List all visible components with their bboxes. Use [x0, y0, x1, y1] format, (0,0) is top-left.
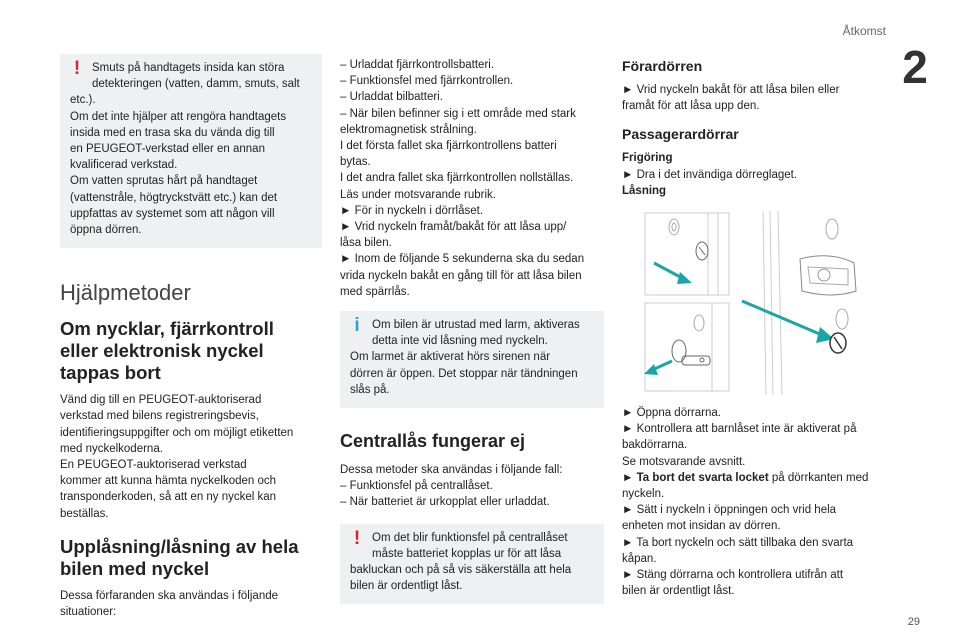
info-box-alarm: i Om bilen är utrustad med larm, aktiveras detta inte vid låsning med nyckeln. Om larmet är aktiverat hörs sirenen när dörren är öppen. Det stoppar när tändningen slås på. — [340, 311, 604, 408]
column-2 — [340, 57, 604, 604]
page-number: 29 — [907, 616, 920, 628]
column-1 — [60, 54, 322, 620]
section-header: Åtkomst — [842, 24, 886, 38]
passenger-release: Frigöring ► Dra i det invändiga dörreglaget. Låsning — [622, 152, 798, 197]
heading-central-lock: Centrallås fungerar ej — [340, 431, 526, 452]
warning-icon: ! — [73, 58, 81, 79]
heading-passenger-doors: Passagerardörrar — [622, 126, 739, 143]
central-lock-text: Dessa metoder ska användas i följande fall: – Funktionsfel på centrallåset. – När batteriet är urkopplat eller urladdat. — [340, 464, 563, 509]
heading-driver-door: Förardörren — [622, 58, 703, 74]
door-lock-drawing — [642, 211, 882, 395]
warning-icon: ! — [353, 527, 361, 549]
info-icon: i — [354, 315, 360, 337]
lost-keys-text: Vänd dig till en PEUGEOT-auktoriserad verkstad med bilens registreringsbevis, identifieringsuppgifter och om möjligt etiketten med nyckelkoderna. En PEUGEOT-auktoriserad verkstad kommer att kunna hämta nyckelkoden och transponderkoden, så att en ny nyckel kan beställas. — [60, 394, 294, 520]
warning-box-dirt: ! Smuts på handtagets insida kan störa detekteringen (vatten, damm, smuts, salt etc.). Om det inte hjälper att rengöra handtagets insida med en trasa ska du vända dig till en PEUGEOT-verkstad eller en annan kvalificerad verkstad. Om vatten sprutas hårt på handtaget (vattenstråle, högtryckstvätt etc.) kan det uppfattas av systemet som att någon vill öppna dörren. — [60, 54, 322, 248]
driver-door-text: ► Vrid nyckeln bakåt för att låsa bilen eller framåt för att låsa upp den. — [622, 84, 840, 113]
section-title: Hjälpmetoder — [60, 280, 191, 306]
unlock-intro-text: Dessa förfaranden ska användas i följande situationer: — [60, 589, 279, 619]
chapter-number: 2 — [902, 41, 928, 93]
heading-lost-keys: Om nycklar, fjärrkontroll eller elektronisk nyckel tappas bort — [60, 318, 274, 384]
warning-box-central-lock: ! Om det blir funktionsfel på centrallåset måste batteriet kopplas ur för att låsa bakluckan och på så vis säkerställa att hela bilen är ordentligt låst. — [340, 524, 604, 605]
key-situations-list: – Urladdat fjärrkontrollsbatteri. – Funktionsfel med fjärrkontrollen. – Urladdat bilbatteri. – När bilen befinner sig i ett område med stark elektromagnetisk strålning. I det första fallet ska fjärrkontrollens batteri bytas. I det andra fallet ska fjärrkontrollen nollställas. Läs under motsvarande rubrik. ► För in nyckeln i dörrlåset. ► Vrid nyckeln framåt/bakåt för att låsa upp/ låsa bilen. ► Inom de följande 5 sekunderna ska du sedan vrida nyckeln bakåt en gång till för att låsa bilen med spärrlås. — [340, 59, 585, 298]
heading-unlock-with-key: Upplåsning/låsning av hela bilen med nyckel — [60, 535, 299, 579]
column-3 — [622, 58, 890, 599]
locking-steps: ► Öppna dörrarna. ► Kontrollera att barnlåset inte är aktiverat på bakdörrarna. Se motsvarande avsnitt. ► Ta bort det svarta locket på dörrkanten med nyckeln. ► Sätt i nyckeln i öppningen och vrid hela enheten mot insidan av dörren. ► Ta bort nyckeln och sätt tillbaka den svarta kåpan. ► Stäng dörrarna och kontrollera utifrån att bilen är ordentligt låst. — [622, 407, 869, 598]
door-lock-illustration — [642, 211, 882, 395]
